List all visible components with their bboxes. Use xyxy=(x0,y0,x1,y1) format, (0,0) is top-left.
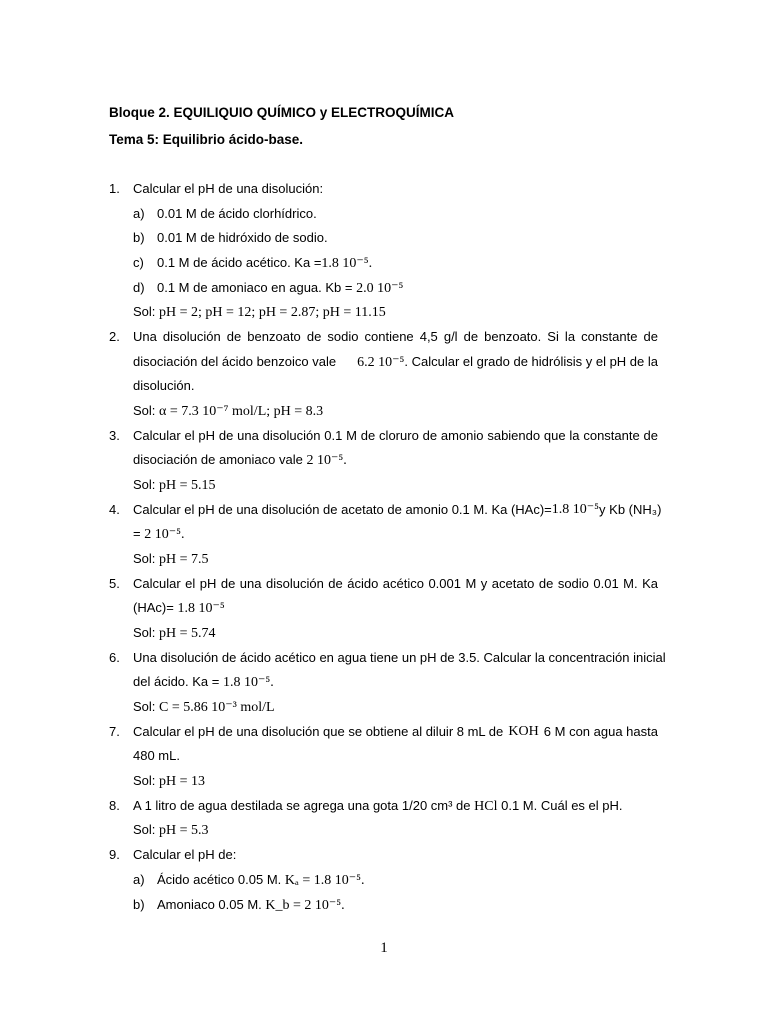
problem-4-line-2 xyxy=(133,526,185,543)
solution-label: Sol: xyxy=(133,822,156,837)
solution-label: Sol: xyxy=(133,477,156,492)
solution-label: Sol: xyxy=(133,551,156,566)
solution-value: C = 5.86 10⁻³ mol/L xyxy=(159,700,275,715)
solution-label: Sol: xyxy=(133,773,156,788)
problem-9-number: 9. xyxy=(109,847,120,862)
problem-4-line-1 xyxy=(133,502,662,518)
problem-4-ka: 1.8 10⁻⁵ xyxy=(551,502,600,517)
solution-label: Sol: xyxy=(133,699,156,714)
problem-5-solution xyxy=(133,625,216,642)
problem-9a-text: Ácido acético 0.05 M. xyxy=(157,872,282,887)
solution-value: pH = 7.5 xyxy=(159,552,209,567)
problem-1-solution xyxy=(133,304,386,321)
problem-4-solution xyxy=(133,551,209,568)
problem-6-solution xyxy=(133,699,275,716)
problem-7-koh: KOH xyxy=(508,724,539,739)
problem-4-number: 4. xyxy=(109,502,120,517)
problem-3-line-1: Calcular el pH de una disolución 0.1 M de cloruro de amonio sabiendo que la constante de xyxy=(133,428,658,443)
solution-value: pH = 5.3 xyxy=(159,823,209,838)
problem-9a-label: a) xyxy=(133,872,145,887)
problem-2-text-b: . Calcular el grado de hidrólisis y el pH de la xyxy=(404,354,658,369)
problem-1a-label: a) xyxy=(133,206,145,221)
block-title: Bloque 2. EQUILIQUIO QUÍMICO y ELECTROQUÍMICA xyxy=(109,105,455,120)
problem-3-kb: 2 10⁻⁵. xyxy=(306,453,347,468)
problem-5-text-a: (HAc)= xyxy=(133,600,174,615)
problem-1d-label: d) xyxy=(133,280,145,295)
problem-6-number: 6. xyxy=(109,650,120,665)
problem-2-text-a: disociación del ácido benzoico vale xyxy=(133,354,337,369)
problem-4-text-a: Calcular el pH de una disolución de acetato de amonio 0.1 M. Ka (HAc)= xyxy=(133,502,552,517)
problem-9-text: Calcular el pH de: xyxy=(133,847,237,862)
solution-value: α = 7.3 10⁻⁷ mol/L; pH = 8.3 xyxy=(159,404,324,419)
problem-8-line-1 xyxy=(133,798,623,815)
problem-3-text-a: disociación de amoniaco vale xyxy=(133,452,303,467)
page-number: 1 xyxy=(380,940,388,956)
problem-2-number: 2. xyxy=(109,329,120,344)
problem-5-line-1: Calcular el pH de una disolución de ácido acético 0.001 M y acetato de sodio 0.01 M. Ka xyxy=(133,576,658,591)
problem-7-text-b: 6 M con agua hasta xyxy=(543,724,658,739)
problem-3-solution xyxy=(133,477,216,494)
problem-9a-line xyxy=(157,872,365,889)
problem-9b-label: b) xyxy=(133,897,145,912)
problem-6-ka: 1.8 10⁻⁵. xyxy=(223,675,274,690)
problem-9b-kb: K_b = 2 10⁻⁵. xyxy=(265,898,345,913)
problem-1b-label: b) xyxy=(133,230,145,245)
problem-3-line-2 xyxy=(133,452,347,469)
problem-1c-label: c) xyxy=(133,255,144,270)
solution-label: Sol: xyxy=(133,403,156,418)
problem-1-number: 1. xyxy=(109,181,120,196)
topic-title: Tema 5: Equilibrio ácido-base. xyxy=(109,132,304,147)
solution-value: pH = 5.15 xyxy=(159,478,216,493)
problem-1d-line xyxy=(157,280,403,297)
problem-1c-ka: 1.8 10⁻⁵. xyxy=(321,256,373,271)
problem-1c-text: 0.1 M de ácido acético. Ka = xyxy=(157,255,322,270)
problem-7-text-a: Calcular el pH de una disolución que se obtiene al diluir 8 mL de xyxy=(133,724,504,739)
problem-8-text-a: A 1 litro de agua destilada se agrega una gota 1/20 cm³ de xyxy=(133,798,471,813)
problem-1a-text: 0.01 M de ácido clorhídrico. xyxy=(157,206,317,221)
problem-1b-text: 0.01 M de hidróxido de sodio. xyxy=(157,230,328,245)
problem-8-text-b: 0.1 M. Cuál es el pH. xyxy=(501,798,623,813)
problem-3-number: 3. xyxy=(109,428,120,443)
problem-5-number: 5. xyxy=(109,576,120,591)
solution-value: pH = 2; pH = 12; pH = 2.87; pH = 11.15 xyxy=(159,305,386,320)
problem-8-solution xyxy=(133,822,209,839)
problem-7-line-1 xyxy=(133,724,658,740)
problem-7-number: 7. xyxy=(109,724,120,739)
problem-7-solution xyxy=(133,773,205,790)
problem-1c-line xyxy=(157,255,372,272)
problem-5-ka: 1.8 10⁻⁵ xyxy=(177,601,225,616)
problem-9b-text: Amoniaco 0.05 M. xyxy=(157,897,262,912)
problem-4-equals: = xyxy=(133,526,141,541)
problem-1-text: Calcular el pH de una disolución: xyxy=(133,181,324,196)
problem-2-ka: 6.2 10⁻⁵ xyxy=(357,355,405,370)
problem-8-number: 8. xyxy=(109,798,120,813)
problem-8-hcl: HCl xyxy=(474,799,498,814)
solution-label: Sol: xyxy=(133,304,156,319)
problem-5-line-2 xyxy=(133,600,225,617)
problem-4-text-b: y Kb (NH₃) xyxy=(599,502,662,517)
problem-1d-text: 0.1 M de amoniaco en agua. Kb = xyxy=(157,280,353,295)
solution-value: pH = 5.74 xyxy=(159,626,216,641)
problem-2-line-2 xyxy=(133,354,658,371)
problem-4-kb: 2 10⁻⁵. xyxy=(144,527,185,542)
problem-2-line-3: disolución. xyxy=(133,378,195,393)
problem-6-text-a: del ácido. Ka = xyxy=(133,674,220,689)
problem-2-solution xyxy=(133,403,323,420)
problem-6-line-1: Una disolución de ácido acético en agua tiene un pH de 3.5. Calcular la concentración inicial xyxy=(133,650,666,665)
problem-9a-ka: Kₐ = 1.8 10⁻⁵. xyxy=(284,873,365,888)
solution-label: Sol: xyxy=(133,625,156,640)
problem-7-line-2: 480 mL. xyxy=(133,748,180,763)
solution-value: pH = 13 xyxy=(159,774,206,789)
problem-1d-kb: 2.0 10⁻⁵ xyxy=(356,281,404,296)
problem-9b-line xyxy=(157,897,345,914)
problem-2-line-1: Una disolución de benzoato de sodio contiene 4,5 g/l de benzoato. Si la constante de xyxy=(133,329,658,344)
problem-6-line-2 xyxy=(133,674,274,691)
